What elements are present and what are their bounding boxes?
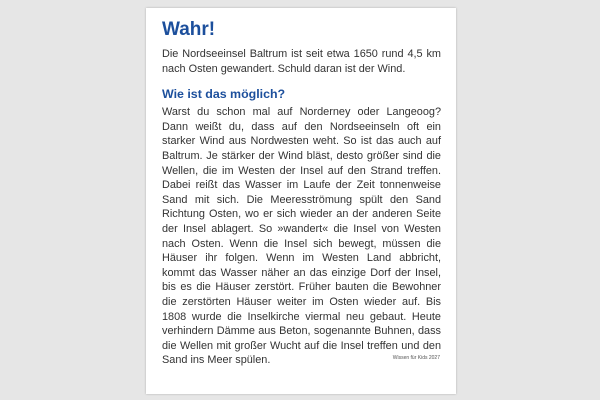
body-paragraph: Warst du schon mal auf Norderney oder Langeoog? Dann weißt du, dass auf den Nordseeinseln oft ein starker Wind aus Nordwesten weht. So ist das auch auf Baltrum. Je stärker der Wind bläst, desto größer sind die Wellen, die im Westen der Insel auf den Strand treffen. Dabei reißt das Wasser im Laufe der Zeit tonnenweise Sand mit sich. Die Meeresströmung spült den Sand Richtung Osten, wo er sich wieder an der anderen Seite der Insel ablagert. So »wandert« die Insel von Westen nach Osten. Wenn die Insel sich bewegt, müssen die Häuser ihr folgen. Wenn im Westen Land abbricht, kommt das Wasser näher an das einzige Dorf der Insel, bis es die Häuser zerstört. Früher bauten die Bewohner die zerstörten Häuser weiter im Osten wieder auf. Bis 1808 wurde die Inselkirche viermal neu gebaut. Heute verhindern Dämme aus Beton, sogenannte Buhnen, dass die Wellen mit großer Wucht auf die Insel treffen und den Sand ins Meer spülen. — [162, 106, 441, 367]
page-title: Wahr! — [162, 19, 216, 40]
section-heading: Wie ist das möglich? — [162, 87, 286, 102]
intro-paragraph: Die Nordseeinsel Baltrum ist seit etwa 1650 rund 4,5 km nach Osten gewandert. Schuld daran ist der Wind. — [162, 48, 441, 75]
book-page — [146, 8, 456, 394]
page-footer-source: Wissen für Kids 2027 — [392, 355, 440, 361]
